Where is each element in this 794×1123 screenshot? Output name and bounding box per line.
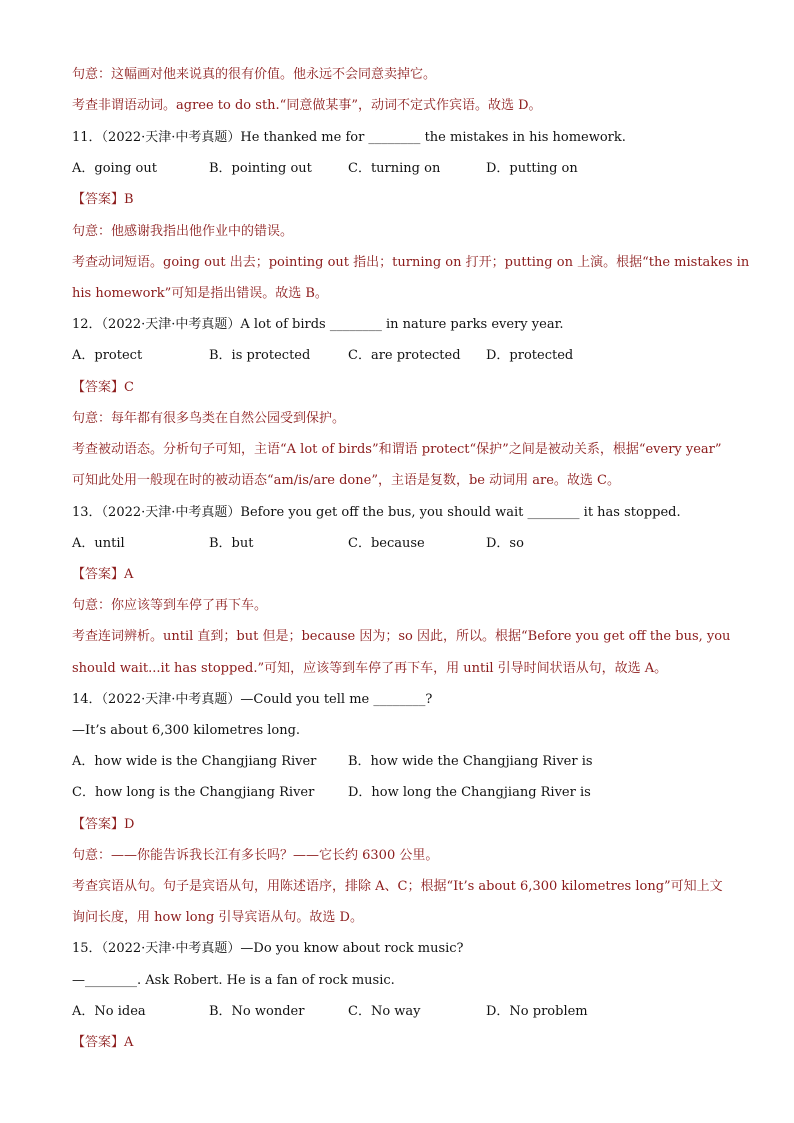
q13-option-c: C．because: [348, 536, 425, 551]
q14-option-d: D．how long the Changjiang River is: [348, 785, 591, 800]
q15-answer-value: A: [124, 1035, 134, 1050]
q12-option-a: A．protect: [72, 348, 143, 363]
q14-stem-reply: —It’s about 6,300 kilometres long.: [72, 723, 301, 738]
q10-meaning: 句意：这幅画对他来说真的很有价值。他永远不会同意卖掉它。: [72, 67, 437, 82]
q11-option-b: B．pointing out: [209, 161, 312, 176]
q12-option-c: C．are protected: [348, 348, 461, 363]
q15-option-c: C．No way: [348, 1004, 421, 1019]
q11-explanation-1: 考查动词短语。going out 出去；pointing out 指出；turning on 打开；putting on 上演。根据“the mistakes in: [72, 255, 750, 270]
q15-option-b: B．No wonder: [209, 1004, 305, 1019]
q14-answer-value: D: [124, 817, 135, 832]
q12-answer: [72, 378, 734, 398]
q12-option-d: D．protected: [486, 348, 574, 363]
q12-answer-value: C: [124, 380, 134, 395]
q12-meaning: 句意：每年都有很多鸟类在自然公园受到保护。: [72, 411, 346, 426]
q14-stem: 14．（2022·天津·中考真题）—Could you tell me ________?: [72, 692, 433, 707]
q11-option-c: C．turning on: [348, 161, 441, 176]
q12-options: [72, 346, 734, 366]
q11-answer: [72, 190, 734, 210]
q12-explanation-2: 可知此处用一般现在时的被动语态“am/is/are done”，主语是复数，be 动词用 are。故选 C。: [72, 473, 620, 488]
q13-explanation-2: should wait...it has stopped.”可知，应该等到车停了再下车，用 until 引导时间状语从句，故选 A。: [72, 661, 668, 676]
q13-option-b: B．but: [209, 536, 254, 551]
q14-meaning: 句意：——你能告诉我长江有多长吗？——它长约 6300 公里。: [72, 848, 439, 863]
q15-option-a: A．No idea: [72, 1004, 146, 1019]
q12-option-b: B．is protected: [209, 348, 311, 363]
q11-option-d: D．putting on: [486, 161, 578, 176]
q10-explanation: 考查非谓语动词。agree to do sth.“同意做某事”，动词不定式作宾语。故选 D。: [72, 98, 542, 113]
q14-options-row-1: [72, 752, 734, 772]
q14-option-b: B．how wide the Changjiang River is: [348, 754, 593, 769]
q14-option-c: C．how long is the Changjiang River: [72, 785, 315, 800]
answer-label: 【答案】: [72, 817, 125, 832]
answer-label: 【答案】: [72, 380, 125, 395]
q13-options: [72, 534, 734, 554]
q14-explanation-2: 询问长度，用 how long 引导宾语从句。故选 D。: [72, 910, 363, 925]
q15-stem: 15．（2022·天津·中考真题）—Do you know about rock music?: [72, 941, 464, 956]
q11-answer-value: B: [124, 192, 134, 207]
q13-meaning: 句意：你应该等到车停了再下车。: [72, 598, 268, 613]
q12-stem: 12．（2022·天津·中考真题）A lot of birds ________ in nature parks every year.: [72, 317, 564, 332]
q13-answer-value: A: [124, 567, 134, 582]
answer-label: 【答案】: [72, 1035, 125, 1050]
q14-option-a: A．how wide is the Changjiang River: [72, 754, 317, 769]
q13-stem: 13．（2022·天津·中考真题）Before you get off the bus, you should wait ________ it has stopped.: [72, 505, 681, 520]
q14-answer: [72, 815, 734, 835]
q14-explanation-1: 考查宾语从句。句子是宾语从句，用陈述语序，排除 A、C；根据“It’s about 6,300 kilometres long”可知上文: [72, 879, 723, 894]
q14-options-row-2: [72, 783, 734, 803]
q13-option-a: A．until: [72, 536, 125, 551]
q15-options: [72, 1002, 734, 1022]
q11-options: [72, 159, 734, 179]
q11-option-a: A．going out: [72, 161, 157, 176]
q15-option-d: D．No problem: [486, 1004, 588, 1019]
q15-answer: [72, 1033, 734, 1053]
q11-explanation-2: his homework”可知是指出错误。故选 B。: [72, 286, 328, 301]
answer-label: 【答案】: [72, 567, 125, 582]
q11-meaning: 句意：他感谢我指出他作业中的错误。: [72, 224, 294, 239]
q13-explanation-1: 考查连词辨析。until 直到；but 但是；because 因为；so 因此，所以。根据“Before you get off the bus, you: [72, 629, 731, 644]
q13-option-d: D．so: [486, 536, 524, 551]
q13-answer: [72, 565, 734, 585]
q11-stem: 11．（2022·天津·中考真题）He thanked me for ________ the mistakes in his homework.: [72, 130, 626, 145]
q12-explanation-1: 考查被动语态。分析句子可知，主语“A lot of birds”和谓语 protect“保护”之间是被动关系，根据“every year”: [72, 442, 722, 457]
q15-stem-reply: —________. Ask Robert. He is a fan of rock music.: [72, 973, 395, 988]
answer-label: 【答案】: [72, 192, 125, 207]
